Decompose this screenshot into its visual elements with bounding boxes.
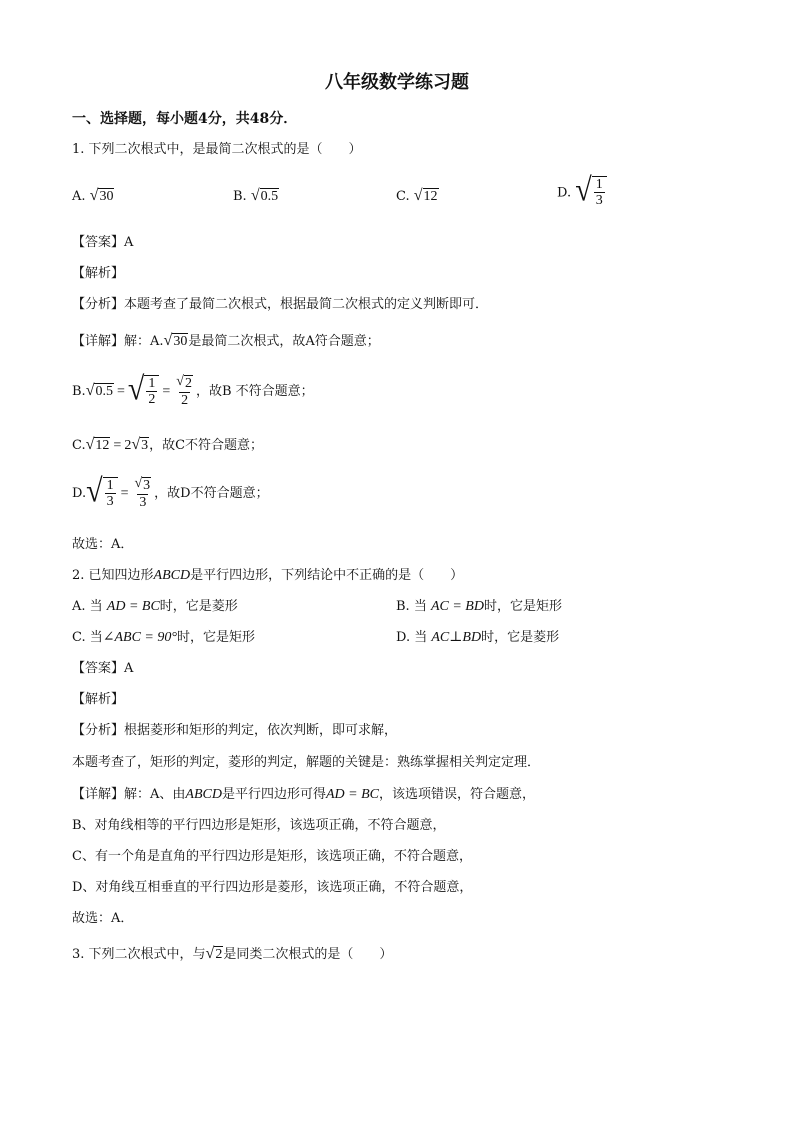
radicand: 3 <box>141 438 149 453</box>
q1-analysis: 【分析】本题考查了最简二次根式，根据最简二次根式的定义判断即可． <box>72 297 489 312</box>
math: AC⊥BD <box>431 630 482 645</box>
q1-option-a[interactable]: A. √ 30 <box>72 187 114 205</box>
radicand: 0.5 <box>95 384 113 400</box>
math: AC = BD <box>430 599 484 614</box>
option-label: C. <box>396 189 410 205</box>
text: 时，它是菱形 <box>481 630 560 645</box>
text: B. 当 <box>396 599 427 614</box>
denominator: 3 <box>106 494 114 510</box>
math-abcd: ABCD <box>185 787 222 802</box>
math: ∠ABC = 90° <box>102 630 177 645</box>
q2-note: 本题考查了，矩形的判定，菱形的判定，解题的关键是：熟练掌握相关判定定理． <box>72 755 541 770</box>
q1-solution-b: B. √ 0.5 = √ $\frac{1}{2}$ = √ 2 2 ，故B 不符合题意； <box>72 370 314 409</box>
text: ，该选项错误，符合题意， <box>378 787 535 802</box>
q1-option-b[interactable]: B. √ 0.5 <box>233 187 279 205</box>
text: D. 当 <box>396 630 428 645</box>
q1-solution-c: C. √ 12 = 2 √ 3 ，故C不符合题意； <box>72 436 264 454</box>
text: 时，它是菱形 <box>159 599 238 614</box>
text: 【详解】解：A. <box>72 334 164 350</box>
radicand: 0.5 <box>260 189 279 204</box>
numerator: 1 <box>148 375 156 391</box>
q2-analysis-tag: 【解析】 <box>72 692 125 707</box>
question-1-stem: 1. 下列二次根式中，是最简二次根式的是（ ） <box>72 142 362 157</box>
q1-choose: 故选：A． <box>72 537 134 552</box>
radicand: 30 <box>99 189 114 204</box>
section-heading: 一、选择题，每小题4分，共48分． <box>72 111 298 127</box>
q1-solution-d: D. √ $\frac{1}{3}$ = √ 3 3 ，故D不符合题意； <box>72 472 269 511</box>
denominator: 2 <box>148 392 156 408</box>
math: AD = BC <box>106 599 160 614</box>
math-abcd: ABCD <box>153 568 191 583</box>
q1-analysis-tag: 【解析】 <box>72 266 125 281</box>
q2-answer: 【答案】A <box>72 661 134 676</box>
q2-option-d[interactable] <box>396 631 559 645</box>
q1-option-d[interactable]: D. √ $\frac{1}{3}$ <box>557 176 607 209</box>
text: 时，它是矩形 <box>176 630 255 645</box>
option-label: D. <box>557 185 572 201</box>
numerator: 1 <box>595 177 603 192</box>
radicand: 3 <box>143 478 151 493</box>
q2-solution-c: C、有一个角是直角的平行四边形是矩形，该选项正确，不符合题意， <box>72 849 472 864</box>
text: 是最简二次根式，故A符合题意； <box>188 334 380 350</box>
denominator: 3 <box>139 495 147 511</box>
text: ，故D不符合题意； <box>154 486 269 502</box>
option-label: A. <box>72 189 86 205</box>
text: 2. 已知四边形 <box>72 568 154 583</box>
text: 3. 下列二次根式中，与 <box>72 947 206 963</box>
coefficient: 2 <box>124 437 132 453</box>
text: D. <box>72 486 87 502</box>
option-label: B. <box>233 189 247 205</box>
q2-solution-d: D、对角线互相垂直的平行四边形是菱形，该选项正确，不符合题意， <box>72 880 473 895</box>
denominator: 3 <box>595 193 603 209</box>
text: C. <box>72 438 86 454</box>
q2-choose: 故选：A． <box>72 911 134 926</box>
denominator: 2 <box>181 393 189 409</box>
text: 【详解】解：A、由 <box>72 787 186 802</box>
text: ，故B 不符合题意； <box>195 384 314 400</box>
text: 时，它是矩形 <box>483 599 562 614</box>
text: B. <box>72 384 86 400</box>
question-2-stem <box>72 569 463 583</box>
q2-option-b[interactable] <box>396 600 562 614</box>
text: A. 当 <box>72 599 103 614</box>
page-title: 八年级数学练习题 <box>325 72 469 93</box>
math: AD = BC <box>325 787 379 802</box>
radicand: 12 <box>423 189 438 204</box>
radicand: 12 <box>95 438 110 453</box>
q2-solution-b: B、对角线相等的平行四边形是矩形，该选项正确，不符合题意， <box>72 818 446 833</box>
radicand: 2 <box>215 947 223 962</box>
q1-option-c[interactable]: C. √ 12 <box>396 187 438 205</box>
q2-solution-a <box>72 788 535 802</box>
radicand: 30 <box>173 334 188 349</box>
text: 是平行四边形，下列结论中不正确的是（ ） <box>190 568 464 583</box>
text: 是同类二次根式的是（ ） <box>223 947 393 963</box>
question-3-stem: 3. 下列二次根式中，与 √ 2 是同类二次根式的是（ ） <box>72 945 393 963</box>
radicand: 2 <box>184 376 192 391</box>
q1-answer: 【答案】A <box>72 235 134 250</box>
text: 是平行四边形可得 <box>221 787 326 802</box>
q2-option-a[interactable] <box>72 600 238 614</box>
text: ，故C不符合题意； <box>149 438 264 454</box>
q2-analysis: 【分析】根据菱形和矩形的判定，依次判断，即可求解， <box>72 723 398 738</box>
q1-solution-a: 【详解】解：A. √ 30 是最简二次根式，故A符合题意； <box>72 332 380 350</box>
numerator: 1 <box>106 477 114 493</box>
q2-option-c[interactable] <box>72 631 255 645</box>
text: C. 当 <box>72 630 103 645</box>
